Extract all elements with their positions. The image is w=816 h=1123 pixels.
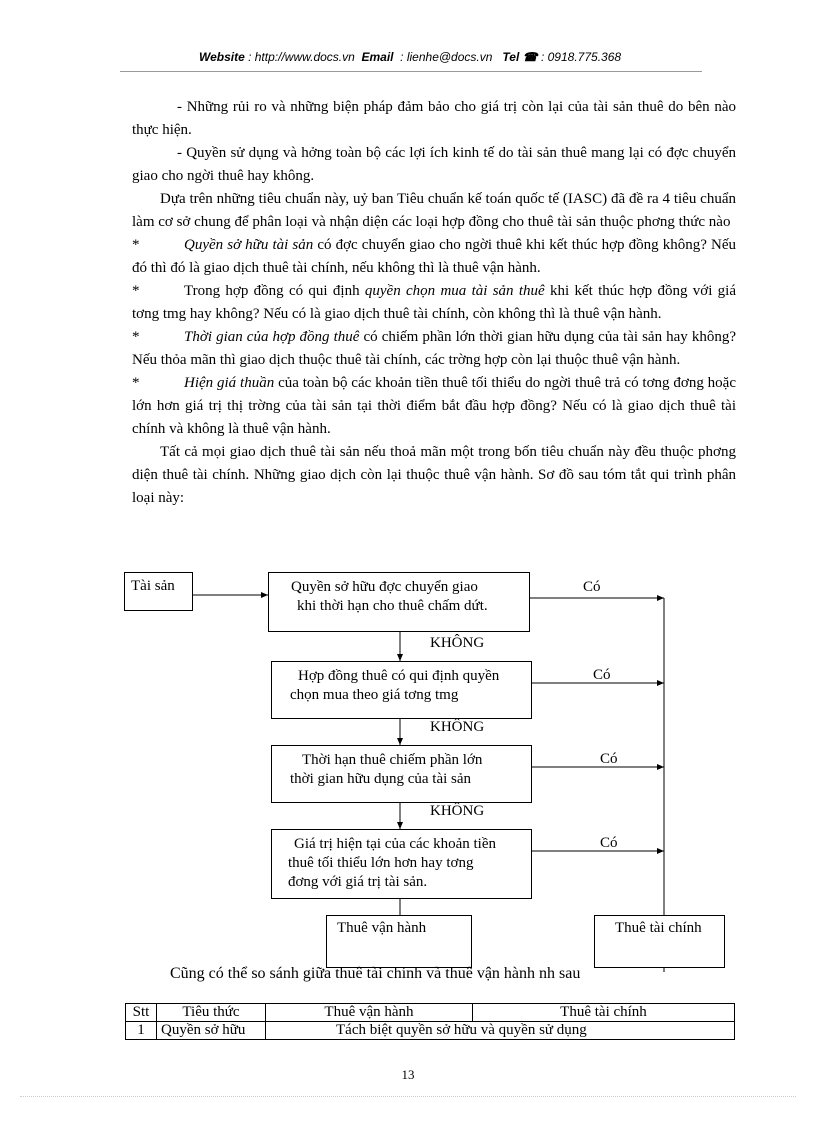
criterion-1-text: có đợc chuyển giao cho ngời thuê khi kết thúc hợp đồng không? Nếu đó thì đó là giao dịch thuê tài chính, nếu không thì là thuê vận hành.	[132, 237, 736, 276]
footer-divider	[20, 1096, 796, 1097]
website-label: Website	[198, 50, 245, 64]
criterion-1-title: Quyền sở hữu tài sản	[184, 237, 314, 253]
no-label-2: KHÔNG	[430, 719, 485, 735]
question-box-1	[268, 572, 530, 632]
website-value: : http://www.docs.vn	[248, 50, 355, 64]
criterion-3-title: Thời gian của hợp đồng thuê	[184, 329, 360, 345]
header-finance: Thuê tài chính	[473, 1004, 735, 1022]
bullet-star: *	[132, 329, 140, 345]
yes-label-3: Có	[600, 751, 618, 767]
bullet-star: *	[132, 375, 140, 391]
result-finance-lease	[594, 915, 725, 968]
criterion-4-title: Hiện giá thuần	[184, 375, 275, 391]
result-finance-label: Thuê tài chính	[615, 920, 702, 936]
bullet-star: *	[132, 237, 140, 253]
question-4-line-2: thuê tối thiểu lớn hơn hay tơng	[288, 855, 474, 871]
question-2-line-2: chọn mua theo giá tơng tmg	[290, 687, 459, 703]
page-number: 13	[401, 1067, 415, 1082]
row-stt: 1	[126, 1022, 157, 1040]
result-operating-label: Thuê vận hành	[337, 920, 427, 936]
tel-label: Tel	[502, 50, 520, 64]
phone-icon: ☎	[522, 50, 538, 64]
paragraph-risks: - Những rủi ro và những biện pháp đảm bảo cho giá trị còn lại của tài sản thuê do bên nào thực hiện.	[132, 99, 736, 138]
header-stt: Stt	[126, 1004, 157, 1022]
email-label: Email	[361, 50, 394, 64]
tel-value: : 0918.775.368	[540, 50, 622, 64]
question-4-line-3: đơng với giá trị tài sản.	[288, 874, 428, 890]
question-4-line-1: Giá trị hiện tại của các khoản tiền	[294, 836, 496, 852]
result-operating-lease	[326, 915, 472, 968]
start-label: Tài sản	[131, 578, 175, 594]
question-2-line-1: Hợp đồng thuê có qui định quyền	[298, 668, 500, 684]
criterion-4-text: của toàn bộ các khoản tiền thuê tối thiểu do ngời thuê trả có tơng đơng hoặc lớn hơn giá trị thị trờng của tài sản tại thời điểm bắt đầu hợp đồng? Nếu có là giao dịch thuê tài chính và không là thuê vận hành.	[132, 375, 736, 437]
row-merged-value: Tách biệt quyền sở hữu và quyền sử dụng	[266, 1022, 735, 1040]
header-criterion: Tiêu thức	[157, 1004, 266, 1022]
yes-label-2: Có	[593, 667, 611, 683]
question-1-line-1: Quyền sở hữu đợc chuyển giao	[291, 579, 478, 595]
paragraph-summary: Tất cả mọi giao dịch thuê tài sản nếu thoả mãn một trong bốn tiêu chuẩn này đều thuộc phơng diện thuê tài chính. Những giao dịch còn lại thuộc thuê vận hành. Sơ đồ sau tóm tắt qui trình phân loại này:	[132, 444, 736, 506]
yes-label-4: Có	[600, 835, 618, 851]
question-3-line-2: thời gian hữu dụng của tài sản	[290, 771, 472, 787]
header-operating: Thuê vận hành	[266, 1004, 473, 1022]
question-box-3	[271, 745, 532, 803]
question-box-2	[271, 661, 532, 719]
table-row	[126, 1022, 735, 1040]
criterion-2-title: quyền chọn mua tài sản thuê	[364, 283, 545, 299]
question-3-line-1: Thời hạn thuê chiếm phần lớn	[302, 752, 483, 768]
paragraph-iasc: Dựa trên những tiêu chuẩn này, uỷ ban Tiêu chuẩn kế toán quốc tế (IASC) đã đề ra 4 tiêu chuẩn làm cơ sở chung để phân loại và nhận diện các loại hợp đồng cho thuê tài sản thuộc phơng thức nào	[132, 191, 736, 230]
bullet-star: *	[132, 283, 140, 299]
email-value: : lienhe@docs.vn	[400, 50, 493, 64]
start-box	[124, 572, 193, 611]
no-label-3: KHÔNG	[430, 803, 485, 819]
no-label-1: KHÔNG	[430, 635, 485, 651]
table-header-row	[126, 1004, 735, 1022]
yes-label-1: Có	[583, 579, 601, 595]
row-criterion: Quyền sở hữu	[157, 1022, 266, 1040]
question-box-4	[271, 829, 532, 899]
criterion-2-prefix: Trong hợp đồng có qui định	[184, 283, 365, 299]
criterion-3-text: có chiếm phần lớn thời gian hữu dụng của tài sản hay không? Nếu thỏa mãn thì giao dịch thuộc thuê tài chính, các trờng hợp còn lại thuộc thuê vận hành.	[132, 329, 737, 368]
paragraph-rights: - Quyền sử dụng và hởng toàn bộ các lợi ích kinh tế do tài sản thuê mang lại có đợc chuyển giao cho ngời thuê hay không.	[132, 145, 736, 184]
question-1-line-2: khi thời hạn cho thuê chấm dứt.	[297, 598, 488, 614]
comparison-table	[125, 1003, 735, 1040]
criterion-2-text: khi kết thúc hợp đồng với giá tơng tmg hay không? Nếu có là giao dịch thuê tài chính, còn không thì là thuê vận hành.	[132, 283, 736, 322]
comparison-caption: Cũng có thể so sánh giữa thuê tài chính và thuê vận hành nh sau	[170, 965, 581, 982]
